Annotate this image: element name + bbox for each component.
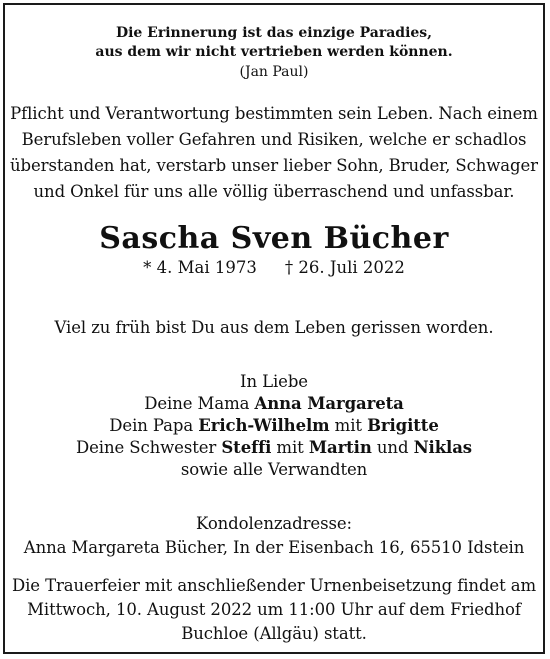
obituary-notice (3, 3, 545, 654)
quote-line-2: aus dem wir nicht vertrieben werden können. (95, 44, 453, 60)
mourner-mother: Deine Mama Anna Margareta (144, 394, 404, 413)
quote-line-1: Die Erinnerung ist das einzige Paradies, (115, 25, 433, 41)
birth-date: * 4. Mai 1973 (143, 258, 257, 277)
mourners-intro: In Liebe (240, 372, 308, 391)
funeral-line-1: Die Trauerfeier mit anschließender Urnenbeisetzung findet am (11, 576, 537, 595)
mourner-relatives: sowie alle Verwandten (180, 460, 368, 479)
death-date: † 26. Juli 2022 (284, 258, 405, 277)
life-dates (5, 258, 543, 277)
funeral-line-2: Mittwoch, 10. August 2022 um 11:00 Uhr auf dem Friedhof (27, 600, 521, 619)
farewell-text: Viel zu früh bist Du aus dem Leben gerissen worden. (54, 318, 494, 337)
condolence-address: Anna Margareta Bücher, In der Eisenbach 16, 65510 Idstein (23, 538, 525, 557)
funeral-line-3: Buchloe (Allgäu) statt. (181, 624, 367, 643)
intro-line-4: und Onkel für uns alle völlig überraschend und unfassbar. (33, 182, 515, 201)
quote-author: (Jan Paul) (239, 64, 309, 80)
intro-line-1: Pflicht und Verantwortung bestimmten sein Leben. Nach einem (10, 104, 538, 123)
intro-line-2: Berufsleben voller Gefahren und Risiken, welche er schadlos (21, 130, 527, 149)
condolence-label: Kondolenzadresse: (196, 514, 352, 533)
intro-line-3: überstanden hat, verstarb unser lieber Sohn, Bruder, Schwager (10, 156, 538, 175)
deceased-name: Sascha Sven Bücher (99, 221, 449, 256)
mourner-father: Dein Papa Erich-Wilhelm mit Brigitte (109, 416, 439, 435)
mourner-sister: Deine Schwester Steffi mit Martin und Niklas (75, 438, 472, 457)
